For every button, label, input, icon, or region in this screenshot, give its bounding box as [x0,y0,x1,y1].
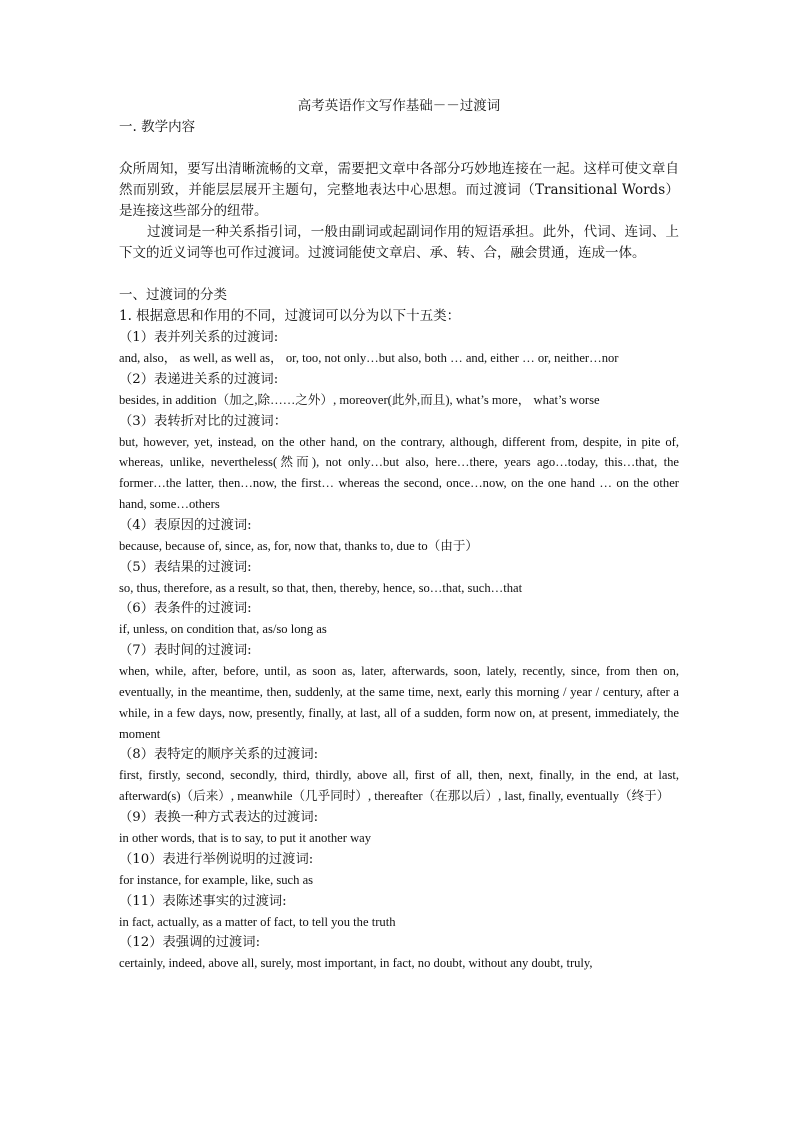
category-item [119,327,679,369]
point-heading: 1. 根据意思和作用的不同，过渡词可以分为以下十五类： [119,308,461,324]
category-words: certainly, indeed, above all, surely, most important, in fact, no doubt, without any doubt, truly, [119,956,593,971]
category-item [119,849,679,891]
category-item [119,598,679,640]
category-list [119,327,679,974]
category-heading: （10）表进行举例说明的过渡词: [119,851,314,867]
spacer [119,138,679,159]
category-heading: （8）表特定的顺序关系的过渡词: [119,747,319,763]
category-item [119,932,679,974]
category-item [119,744,679,807]
category-words: in other words, that is to say, to put it another way [119,830,372,845]
category-item [119,807,679,849]
category-heading: （5）表结果的过渡词: [119,559,252,575]
category-words: and, also， as well, as well as， or, too, not only…but also, both … and, either … or, neither…nor [119,351,619,365]
category-heading: （4）表原因的过渡词: [119,517,252,533]
category-words: for instance, for example, like, such as [119,872,314,887]
category-item [119,891,679,933]
category-words: in fact, actually, as a matter of fact, to tell you the truth [119,914,396,929]
intro-paragraph-definition: 过渡词是一种关系指引词，一般由副词或起副词作用的短语承担。此外，代词、连词、上下文的近义词等也可作过渡词。过渡词能使文章启、承、转、合，融会贯通，连成一体。 [119,224,679,261]
category-words: when, while, after, before, until, as soon as, later, afterwards, soon, lately, recently, since, from then on, eventually, in the meantime, then, suddenly, at the same time, next, early this morning / year / century, after a while, in a few days, now, presently, finally, at last, all of a sudden, form now on, at present, immediately, the moment [119,664,679,741]
category-words: so, thus, therefore, as a result, so that, then, thereby, hence, so…that, such…that [119,580,523,595]
category-words: but, however, yet, instead, on the other hand, on the contrary, although, different from, despite, in pite of, whereas, unlike, nevertheless(然而), not only…but also, here…there, years ago…today, this…that, the former…the latter, then…now, the first… whereas the second, once…now, on the one hand … on the other hand, some…others [119,434,679,511]
category-item [119,557,679,599]
category-heading: （9）表换一种方式表达的过渡词: [119,809,319,825]
category-item [119,640,679,744]
section-heading-teaching-content: 一. 教学内容 [119,119,196,135]
category-heading: （11）表陈述事实的过渡词: [119,893,287,909]
intro-paragraph: 众所周知，要写出清晰流畅的文章，需要把文章中各部分巧妙地连接在一起。这样可使文章自然而别致，并能层层展开主题句，完整地表达中心思想。而过渡词（Transitional Words）是连接这些部分的纽带。 [119,161,679,219]
category-heading: （2）表递进关系的过渡词: [119,371,279,387]
category-heading: （6）表条件的过渡词: [119,601,252,617]
category-heading: （12）表强调的过渡词: [119,935,261,951]
category-words: first, firstly, second, secondly, third, thirdly, above all, first of all, then, next, finally, in the end, at last, afterward(s)（后来）, meanwhile（几乎同时）, thereafter（在那以后）, last, finally, eventually（终于） [119,768,679,804]
category-words: if, unless, on condition that, as/so long as [119,622,327,637]
category-item [119,515,679,557]
spacer [119,264,679,285]
category-heading: （1）表并列关系的过渡词: [119,330,279,345]
category-item [119,411,679,515]
category-words: besides, in addition（加之,除……之外）, moreover(此外,而且), what’s more， what’s worse [119,392,600,407]
category-words: because, because of, since, as, for, now that, thanks to, due to（由于） [119,538,479,553]
section-heading-classification: 一、过渡词的分类 [119,287,227,303]
document-title: 高考英语作文写作基础－－过渡词 [297,98,501,114]
category-item [119,369,679,411]
category-heading: （3）表转折对比的过渡词： [119,413,288,429]
category-heading: （7）表时间的过渡词: [119,643,252,659]
document-page [119,96,679,974]
